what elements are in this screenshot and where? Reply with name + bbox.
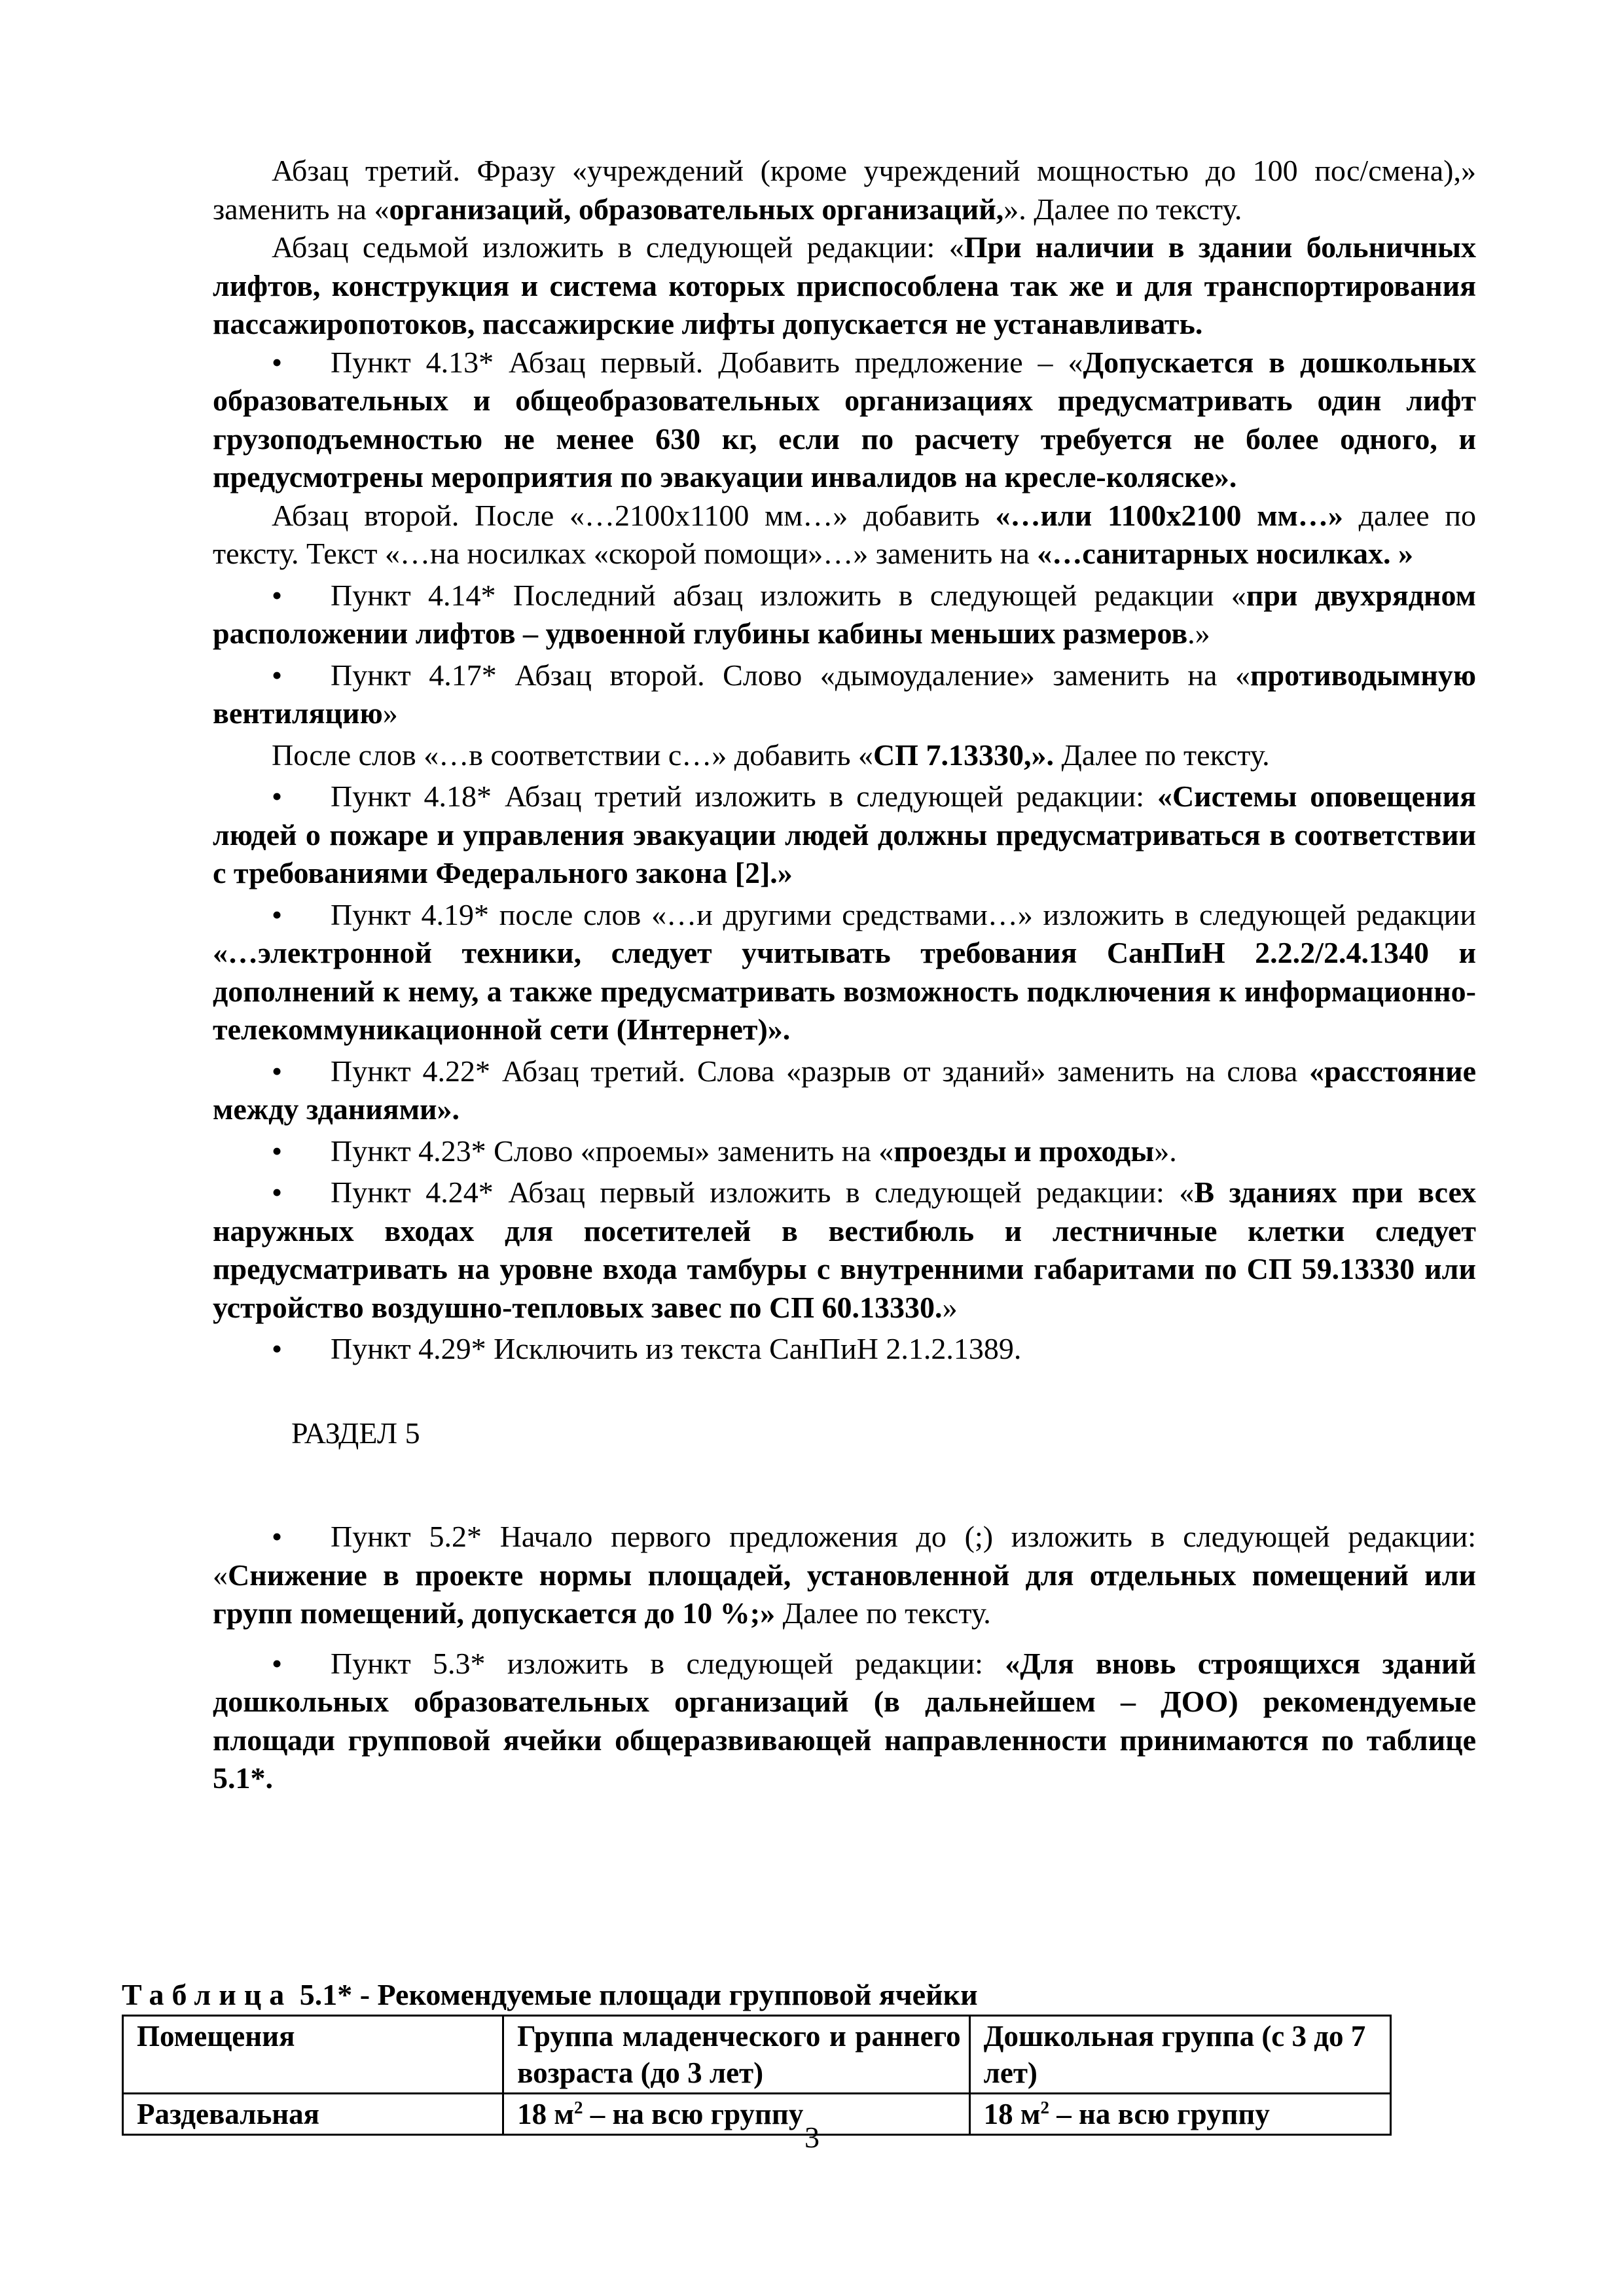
paragraph-text: Абзац седьмой изложить в следующей редакции: «	[272, 230, 964, 264]
paragraph-text: »	[382, 696, 398, 730]
paragraph-text: После слов «…в соответствии с…» добавить «	[272, 738, 873, 772]
bullet-icon: •	[272, 1134, 283, 1168]
bullet-icon: •	[272, 578, 283, 612]
recommended-areas-table	[122, 2015, 1392, 2136]
table-caption-title: 5.1* - Рекомендуемые площади групповой ячейки	[292, 1978, 978, 2011]
bullet-icon: •	[272, 1646, 283, 1680]
table-header-cell: Помещения	[123, 2016, 503, 2094]
bullet-item-4-14	[213, 577, 1476, 653]
page-number: 3	[804, 2121, 820, 2154]
paragraph-abzac-sedmoy	[213, 228, 1476, 344]
area-note: – на всю группу	[1049, 2098, 1270, 2130]
section-spacer	[213, 1452, 1476, 1518]
table-caption	[122, 1977, 1431, 2013]
paragraph-posle-slov	[213, 736, 1476, 775]
bullet-icon: •	[272, 780, 283, 813]
paragraph-bold-text: проезды и проходы	[893, 1134, 1155, 1168]
bullet-item-4-24	[213, 1174, 1476, 1327]
paragraph-text: Пункт 4.13* Абзац первый. Добавить предложение – «	[331, 345, 1083, 379]
bullet-item-4-13	[213, 344, 1476, 497]
paragraph-bold-text: «расстояние между зданиями».	[213, 1054, 1476, 1126]
area-value: 18 м	[517, 2098, 574, 2130]
bullet-icon: •	[272, 1054, 283, 1088]
table-header-cell: Дошкольная группа (с 3 до 7 лет)	[969, 2016, 1390, 2094]
paragraph-bold-text: При наличии в здании больничных лифтов, конструкция и система которых приспособлена так же и для транспортирования пассажиропотоков, пассажирские лифты допускается не устанавливать.	[213, 230, 1476, 340]
paragraph-bold-text: противодымную вентиляцию	[213, 658, 1476, 730]
paragraph-abzac-tretiy	[213, 152, 1476, 228]
bullet-item-4-18	[213, 778, 1476, 893]
bullet-item-5-3	[213, 1645, 1476, 1798]
bullet-item-4-17	[213, 656, 1476, 733]
bullet-item-5-2	[213, 1518, 1476, 1633]
paragraph-bold-text: В зданиях при всех наружных входах для посетителей в вестибюль и лестничные клетки следует предусматривать на уровне входа тамбуры с внутренними габаритами по СП 59.13330 или устройство воздушно-тепловых завес по СП 60.13330.	[213, 1175, 1477, 1324]
paragraph-bold-text: «Для вновь строящихся зданий дошкольных образовательных организаций (в дальнейшем – ДОО) рекомендуемые площади групповой ячейки общеразвивающей направленности принимаются по таблице 5.1*.	[213, 1646, 1476, 1795]
bullet-item-4-22	[213, 1052, 1476, 1129]
paragraph-bold-text: организаций, образовательных организаций,	[389, 192, 1004, 226]
table-caption-label: Таблица	[122, 1978, 293, 2011]
table-header-cell: Группа младенческого и раннего возраста (до 3 лет)	[503, 2016, 970, 2094]
area-unit-exponent: 2	[1040, 2098, 1049, 2117]
paragraph-text: Пункт 4.29* Исключить из текста СанПиН 2.1.2.1389.	[331, 1332, 1022, 1365]
paragraph-text: Пункт 4.18* Абзац третий изложить в следующей редакции:	[331, 780, 1157, 813]
paragraph-text: Пункт 4.17* Абзац второй. Слово «дымоудаление» заменить на «	[331, 658, 1251, 692]
section-heading: РАЗДЕЛ 5	[291, 1416, 420, 1450]
paragraph-text: Пункт 5.3* изложить в следующей редакции:	[331, 1646, 1005, 1680]
area-value: 18 м	[983, 2098, 1041, 2130]
document-body	[213, 152, 1476, 1798]
paragraph-abzac-vtoroy	[213, 497, 1476, 573]
paragraph-text: Пункт 4.24* Абзац первый изложить в следующей редакции: «	[331, 1175, 1195, 1209]
bullet-item-4-29	[213, 1330, 1476, 1369]
paragraph-bold-text: Снижение в проекте нормы площадей, установленной для отдельных помещений или групп помещений, допускается до 10 %;»	[213, 1558, 1476, 1630]
paragraph-text: Пункт 4.14* Последний абзац изложить в следующей редакции «	[331, 578, 1246, 612]
bullet-icon: •	[272, 345, 283, 379]
bullet-icon: •	[272, 1332, 283, 1365]
bullet-icon: •	[272, 1175, 283, 1209]
paragraph-bold-text: «Системы оповещения людей о пожаре и управления эвакуации людей должны предусматриваться в соответствии с требованиями Федерального закона [2].»	[213, 780, 1476, 889]
area-note: – на всю группу	[583, 2098, 804, 2130]
bullet-icon: •	[272, 897, 283, 931]
paragraph-bold-text: «…санитарных носилках. »	[1037, 537, 1413, 570]
paragraph-bold-text: «…или 1100х2100 мм…»	[995, 498, 1343, 532]
paragraph-text: »	[942, 1290, 958, 1324]
area-unit-exponent: 2	[574, 2098, 583, 2117]
table-cell-room: Раздевальная	[123, 2094, 503, 2135]
paragraph-bold-text: «…электронной техники, следует учитывать требования СанПиН 2.2.2/2.4.1340 и дополнений к нему, а также предусматривать возможность подключения к информационно-телекоммуникационной сети (Интернет)».	[213, 936, 1476, 1046]
paragraph-text: ». Далее по тексту.	[1003, 192, 1242, 226]
paragraph-text: .»	[1187, 617, 1210, 650]
paragraph-text: далее по тексту. Текст «…на носилках «скорой помощи»…» заменить на	[213, 498, 1476, 570]
paragraph-text: Пункт 4.23* Слово «проемы» заменить на «	[331, 1134, 894, 1168]
paragraph-text: Пункт 4.19* после слов «…и другими средствами…» изложить в следующей редакции	[331, 897, 1476, 931]
paragraph-text: Абзац третий. Фразу «учреждений (кроме учреждений мощностью до 100 пос/смена),» заменить на «	[213, 154, 1476, 226]
paragraph-text: Пункт 5.2* Начало первого предложения до (;) изложить в следующей редакции: «	[213, 1520, 1476, 1592]
paragraph-text: Далее по тексту.	[1053, 738, 1270, 772]
bullet-icon: •	[272, 658, 283, 692]
paragraph-bold-text: Допускается в дошкольных образовательных и общеобразовательных организациях предусматривать один лифт грузоподъемностью не менее 630 кг, если по расчету требуется не более одного, и предусмотрены мероприятия по эвакуации инвалидов на кресле-коляске».	[213, 345, 1476, 493]
paragraph-text: Абзац второй. После «…2100х1100 мм…» добавить	[272, 498, 996, 532]
bullet-item-4-19	[213, 896, 1476, 1049]
paragraph-text: ».	[1154, 1134, 1177, 1168]
paragraph-text: Далее по тексту.	[775, 1596, 991, 1630]
bullet-item-4-23	[213, 1132, 1476, 1171]
paragraph-text: Пункт 4.22* Абзац третий. Слова «разрыв от зданий» заменить на слова	[331, 1054, 1310, 1088]
table-header-row	[123, 2016, 1391, 2094]
bullet-icon: •	[272, 1520, 283, 1553]
paragraph-bold-text: при двухрядном расположении лифтов – удвоенной глубины кабины меньших размеров	[213, 578, 1476, 650]
paragraph-bold-text: СП 7.13330,».	[873, 738, 1054, 772]
